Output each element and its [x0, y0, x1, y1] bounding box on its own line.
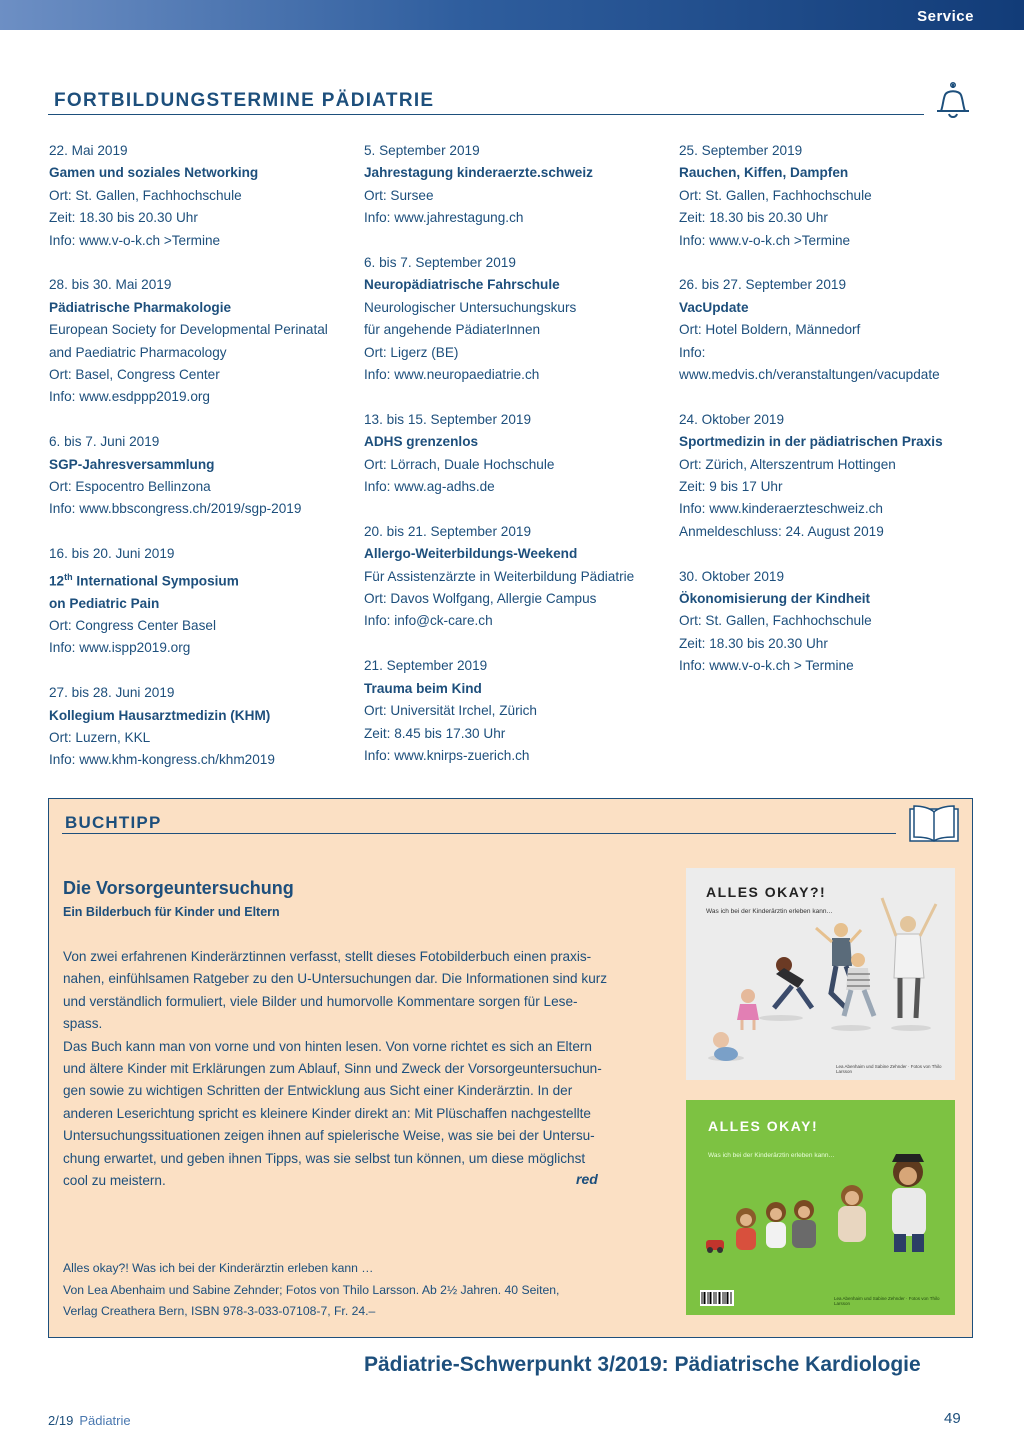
event-detail: Zeit: 18.30 bis 20.30 Uhr: [49, 210, 198, 226]
event-detail: Ort: Congress Center Basel: [49, 618, 216, 634]
event-detail: Ort: Sursee: [364, 187, 434, 203]
book-cover-back: [686, 1100, 955, 1315]
event-date: 27. bis 28. Juni 2019: [49, 685, 175, 701]
book-description-line: Von zwei erfahrenen Kinderärztinnen verfasst, stellt dieses Fotobilderbuch einen praxis-: [63, 949, 592, 964]
cover-front-credit: Lea Abenhaim und Sabine Zehnder · Fotos von Thilo Larsson: [836, 1064, 942, 1074]
event-detail: Info: www.v-o-k.ch >Termine: [49, 232, 221, 248]
event-detail: Ort: Zürich, Alterszentrum Hottingen: [679, 456, 896, 472]
event-detail: Ort: Luzern, KKL: [49, 730, 151, 746]
event-detail: Info: www.knirps-zuerich.ch: [364, 747, 530, 763]
event-entry: [364, 409, 664, 499]
events-column-1: [49, 140, 349, 794]
events-column-2: [364, 140, 664, 790]
event-title: VacUpdate: [679, 299, 749, 315]
cover-front-title: ALLES OKAY?!: [706, 884, 827, 900]
event-entry: [49, 431, 349, 521]
event-detail: Info: www.bbscongress.ch/2019/sgp-2019: [49, 501, 302, 517]
buchtipp-divider: [62, 833, 896, 834]
event-detail: Zeit: 18.30 bis 20.30 Uhr: [679, 635, 828, 651]
event-detail: European Society for Developmental Perinatal: [49, 322, 328, 338]
event-detail: Info: www.v-o-k.ch >Termine: [679, 232, 851, 248]
book-description-line: Das Buch kann man von vorne und von hinten lesen. Von vorne richtet es sich an Eltern: [63, 1038, 592, 1054]
event-title: Neuropädiatrische Fahrschule: [364, 277, 560, 293]
plush-monkeys-photo: [686, 1100, 955, 1315]
event-date: 22. Mai 2019: [49, 143, 128, 158]
event-detail: Ort: Ligerz (BE): [364, 344, 459, 360]
event-entry: [49, 274, 349, 408]
event-detail: Anmeldeschluss: 24. August 2019: [679, 523, 884, 539]
buchtipp-heading: BUCHTIPP: [65, 813, 162, 832]
event-title: SGP-Jahresversammlung: [49, 456, 215, 472]
cover-back-title: ALLES OKAY!: [708, 1118, 819, 1134]
header-bar: [0, 0, 1024, 30]
event-date: 13. bis 15. September 2019: [364, 411, 532, 427]
event-entry: [679, 566, 979, 678]
journal-name: Pädiatrie: [79, 1413, 131, 1428]
event-detail: Ort: St. Gallen, Fachhochschule: [679, 187, 872, 203]
event-entry: [679, 274, 979, 386]
book-description-line: und ältere Kinder mit Erklärungen zum Ablauf, Sinn und Zweck der Vorsorgeuntersuchun-: [63, 1061, 602, 1077]
event-entry: [679, 409, 979, 543]
cover-back-credit: Lea Abenhaim und Sabine Zehnder · Fotos von Thilo Larsson: [834, 1296, 940, 1306]
event-detail: Info: www.jahrestagung.ch: [364, 210, 524, 226]
book-description-line: cool zu meistern.: [63, 1173, 166, 1189]
issue-number: 2/19: [48, 1413, 74, 1428]
event-detail: Info: www.v-o-k.ch > Termine: [679, 658, 854, 674]
book-icon: [908, 804, 960, 844]
event-detail: Info: www.ispp2019.org: [49, 640, 191, 656]
event-detail: Info:: [679, 344, 706, 360]
event-date: 28. bis 30. Mai 2019: [49, 277, 172, 293]
event-detail: Zeit: 18.30 bis 20.30 Uhr: [679, 210, 828, 226]
event-title: Rauchen, Kiffen, Dampfen: [679, 165, 849, 181]
book-bibliography: [63, 1258, 559, 1323]
event-detail: Info: www.esdppp2019.org: [49, 389, 210, 405]
book-description-line: gen sowie zu wichtigen Schritten der Entwicklung aus Sicht einer Kinderärztin. In der: [63, 1083, 573, 1099]
event-detail: and Paediatric Pharmacology: [49, 344, 227, 360]
book-description: [63, 946, 623, 1192]
event-date: 6. bis 7. September 2019: [364, 255, 516, 271]
bibliography-line: Von Lea Abenhaim und Sabine Zehnder; Fotos von Thilo Larsson. Ab 2½ Jahren. 40 Seiten,: [63, 1282, 560, 1297]
section-label: Service: [917, 8, 974, 25]
event-title: Jahrestagung kinderaerzte.schweiz: [364, 165, 593, 181]
event-detail: Ort: Lörrach, Duale Hochschule: [364, 456, 555, 472]
book-description-line: anderen Leserichtung spricht es kleinere Kinder direkt an: Mit Plüschaffen nachgestellte: [63, 1105, 591, 1121]
barcode: [700, 1290, 734, 1306]
event-title: 12th International Symposium: [49, 571, 239, 589]
event-title: Ökonomisierung der Kindheit: [679, 591, 871, 607]
event-detail: Neurologischer Untersuchungskurs: [364, 299, 577, 315]
event-title: on Pediatric Pain: [49, 595, 160, 611]
event-title: Kollegium Hausarztmedizin (KHM): [49, 707, 271, 723]
event-date: 20. bis 21. September 2019: [364, 523, 532, 539]
book-description-line: chung erwartet, und geben ihnen Tipps, was sie selbst tun können, um diese möglichst: [63, 1150, 586, 1166]
book-description-line: und verständlich formuliert, viele Bilder und humorvolle Kommentare sorgen für Lese-: [63, 993, 578, 1009]
event-detail: Ort: Basel, Congress Center: [49, 367, 220, 383]
event-title: Gamen und soziales Networking: [49, 165, 259, 181]
event-detail: Info: www.kinderaerzteschweiz.ch: [679, 501, 883, 517]
event-detail: Zeit: 9 bis 17 Uhr: [679, 479, 783, 495]
footer-issue: [48, 1413, 131, 1428]
event-detail: www.medvis.ch/veranstaltungen/vacupdate: [679, 367, 940, 383]
event-title: Sportmedizin in der pädiatrischen Praxis: [679, 434, 943, 450]
event-detail: Info: www.ag-adhs.de: [364, 479, 495, 495]
event-date: 30. Oktober 2019: [679, 568, 785, 584]
event-detail: Info: info@ck-care.ch: [364, 613, 493, 629]
event-entry: [49, 682, 349, 772]
section-divider: [48, 114, 924, 115]
event-date: 26. bis 27. September 2019: [679, 277, 847, 293]
event-entry: [49, 140, 349, 252]
book-description-line: spass.: [63, 1016, 103, 1032]
event-detail: Ort: Hotel Boldern, Männedorf: [679, 322, 861, 338]
page-number: 49: [944, 1410, 961, 1427]
event-title: ADHS grenzenlos: [364, 434, 479, 450]
event-entry: [364, 655, 664, 767]
events-column-3: [679, 140, 979, 700]
section-title: FORTBILDUNGSTERMINE PÄDIATRIE: [54, 90, 435, 111]
book-title: Die Vorsorgeuntersuchung: [63, 878, 294, 898]
event-detail: Info: www.khm-kongress.ch/khm2019: [49, 752, 275, 768]
event-date: 6. bis 7. Juni 2019: [49, 434, 160, 450]
event-detail: Ort: Espocentro Bellinzona: [49, 479, 211, 495]
bell-icon: [932, 80, 974, 122]
cover-front-subtitle: Was ich bei der Kinderärztin erleben kann…: [706, 908, 833, 915]
event-title: Pädiatrische Pharmakologie: [49, 299, 232, 315]
event-date: 16. bis 20. Juni 2019: [49, 546, 175, 562]
event-date: 5. September 2019: [364, 143, 480, 158]
book-cover-front: [686, 868, 955, 1080]
children-photo: [686, 868, 955, 1080]
author-signature: red: [576, 1171, 598, 1187]
bibliography-line: Alles okay?! Was ich bei der Kinderärztin erleben kann …: [63, 1261, 374, 1275]
event-detail: Info: www.neuropaediatrie.ch: [364, 367, 540, 383]
next-issue-headline: Pädiatrie-Schwerpunkt 3/2019: Pädiatrische Kardiologie: [364, 1353, 921, 1376]
event-detail: für angehende PädiaterInnen: [364, 322, 541, 338]
event-detail: Zeit: 8.45 bis 17.30 Uhr: [364, 725, 506, 741]
event-detail: Für Assistenzärzte in Weiterbildung Pädiatrie: [364, 568, 635, 584]
book-subtitle: Ein Bilderbuch für Kinder und Eltern: [63, 905, 280, 919]
book-description-line: Untersuchungssituationen zeigen ihnen auf spielerische Weise, was sie bei der Untersu-: [63, 1128, 595, 1144]
event-entry: [364, 140, 664, 230]
event-entry: [679, 140, 979, 252]
event-date: 21. September 2019: [364, 658, 488, 674]
event-detail: Ort: Universität Irchel, Zürich: [364, 703, 537, 719]
event-detail: Ort: St. Gallen, Fachhochschule: [679, 613, 872, 629]
event-title: Allergo-Weiterbildungs-Weekend: [364, 546, 578, 562]
event-detail: Ort: St. Gallen, Fachhochschule: [49, 187, 242, 203]
event-detail: Ort: Davos Wolfgang, Allergie Campus: [364, 591, 597, 607]
event-title: Trauma beim Kind: [364, 680, 482, 696]
event-date: 24. Oktober 2019: [679, 411, 785, 427]
cover-back-subtitle: Was ich bei der Kinderärztin erleben kann…: [708, 1152, 835, 1159]
bibliography-line: Verlag Creathera Bern, ISBN 978-3-033-07108-7, Fr. 24.–: [63, 1304, 376, 1318]
event-entry: [364, 252, 664, 386]
book-description-line: nahen, einfühlsamen Ratgeber zu den U-Untersuchungen dar. Die Informationen sind kurz: [63, 971, 608, 987]
event-entry: [364, 521, 664, 633]
event-date: 25. September 2019: [679, 143, 803, 158]
event-entry: [49, 543, 349, 660]
